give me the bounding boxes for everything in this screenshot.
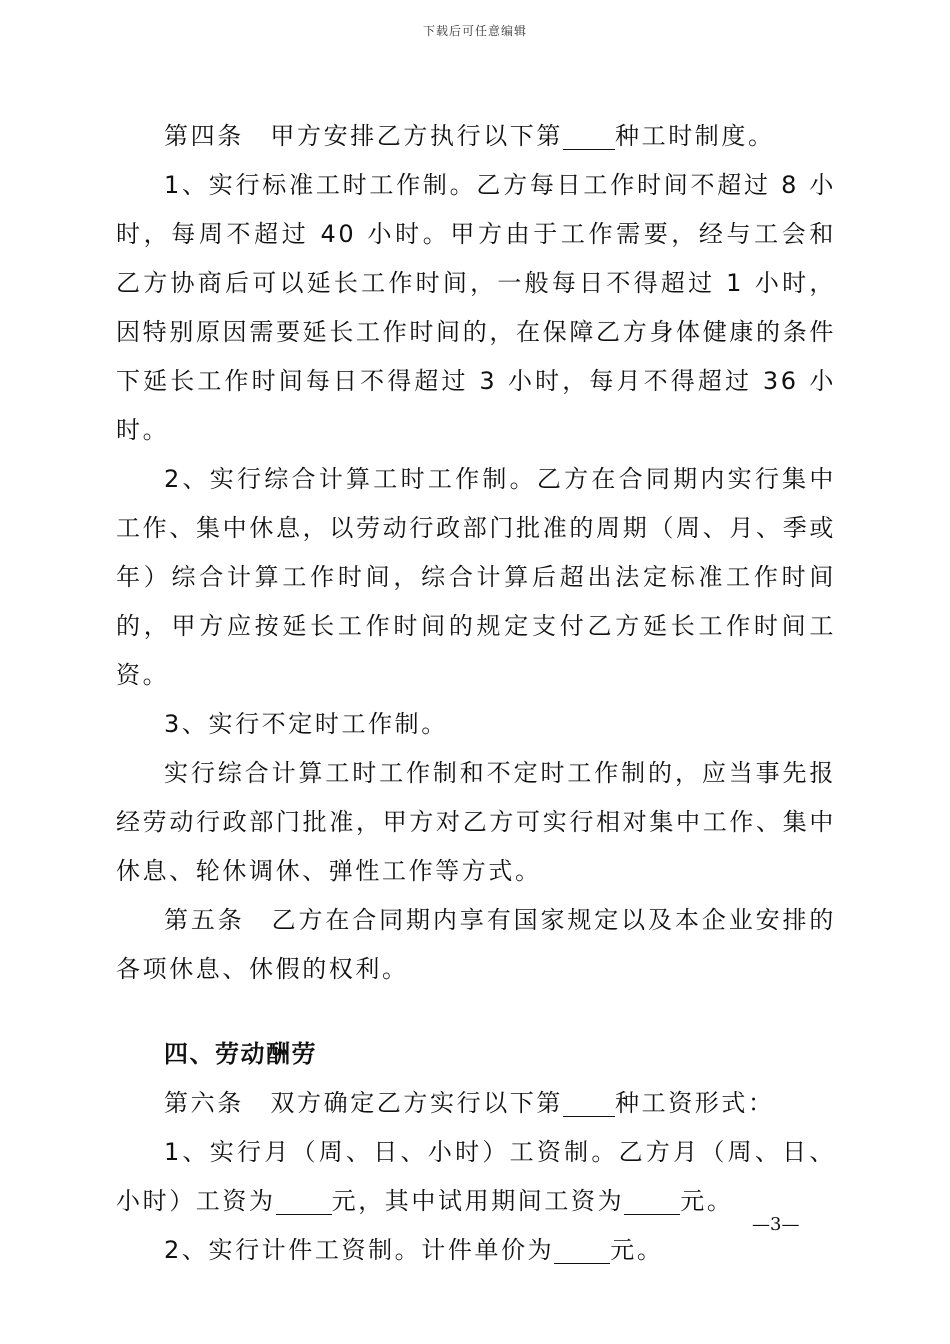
article-5: 第五条 乙方在合同期内享有国家规定以及本企业安排的各项休息、休假的权利。 (116, 906, 836, 983)
article-4-text-end: 种工时制度。 (615, 122, 775, 150)
wage-piecework-text-end: 元。 (610, 1236, 664, 1264)
item-flexible-hours: 3、实行不定时工作制。 (164, 710, 448, 738)
wage-piecework-text: 2、实行计件工资制。计件单价为 (164, 1236, 555, 1264)
blank-field (563, 123, 615, 150)
blank-field (554, 1237, 610, 1264)
section-title: 四、劳动酬劳 (164, 1040, 317, 1068)
approval-clause: 实行综合计算工时工作制和不定时工作制的，应当事先报经劳动行政部门批准，甲方对乙方可实行相对集中工作、集中休息、轮休调休、弹性工作等方式。 (116, 759, 836, 885)
wage-monthly-text: 1、实行月（周、日、小时）工资制。乙方月（周、日、小时）工资为 (116, 1138, 836, 1215)
article-4-text: 第四条 甲方安排乙方执行以下第 (164, 122, 563, 150)
item-comprehensive-hours: 2、实行综合计算工时工作制。乙方在合同期内实行集中工作、集中休息，以劳动行政部门批准的周期（周、月、季或年）综合计算工作时间，综合计算后超出法定标准工作时间的，甲方应按延长工作时间的规定支付乙方延长工作时间工资。 (116, 465, 836, 689)
article-6-text: 第六条 双方确定乙方实行以下第 (164, 1089, 563, 1117)
wage-monthly-text-mid: 元，其中试用期间工资为 (331, 1187, 625, 1215)
article-6-text-end: 种工资形式： (615, 1089, 775, 1117)
wage-monthly (116, 1128, 836, 1226)
page-header: 下载后可任意编辑 (422, 24, 527, 38)
document-body (116, 112, 836, 1275)
item-standard-hours: 1、实行标准工时工作制。乙方每日工作时间不超过 8 小时，每周不超过 40 小时。甲方由于工作需要，经与工会和乙方协商后可以延长工作时间，一般每日不得超过 1 小时，因特别原因需要延长工作时间的，在保障乙方身体健康的条件下延长工作时间每日不得超过 3 小时，每月不得超过 36 小时。 (116, 171, 836, 444)
page-number: —3— (752, 1214, 800, 1235)
article-6 (116, 1079, 836, 1128)
blank-field (276, 1188, 332, 1215)
blank-field (624, 1188, 680, 1215)
wage-piecework (116, 1226, 836, 1275)
article-4 (116, 112, 836, 161)
wage-monthly-text-end: 元。 (680, 1187, 734, 1215)
blank-field (563, 1090, 615, 1117)
